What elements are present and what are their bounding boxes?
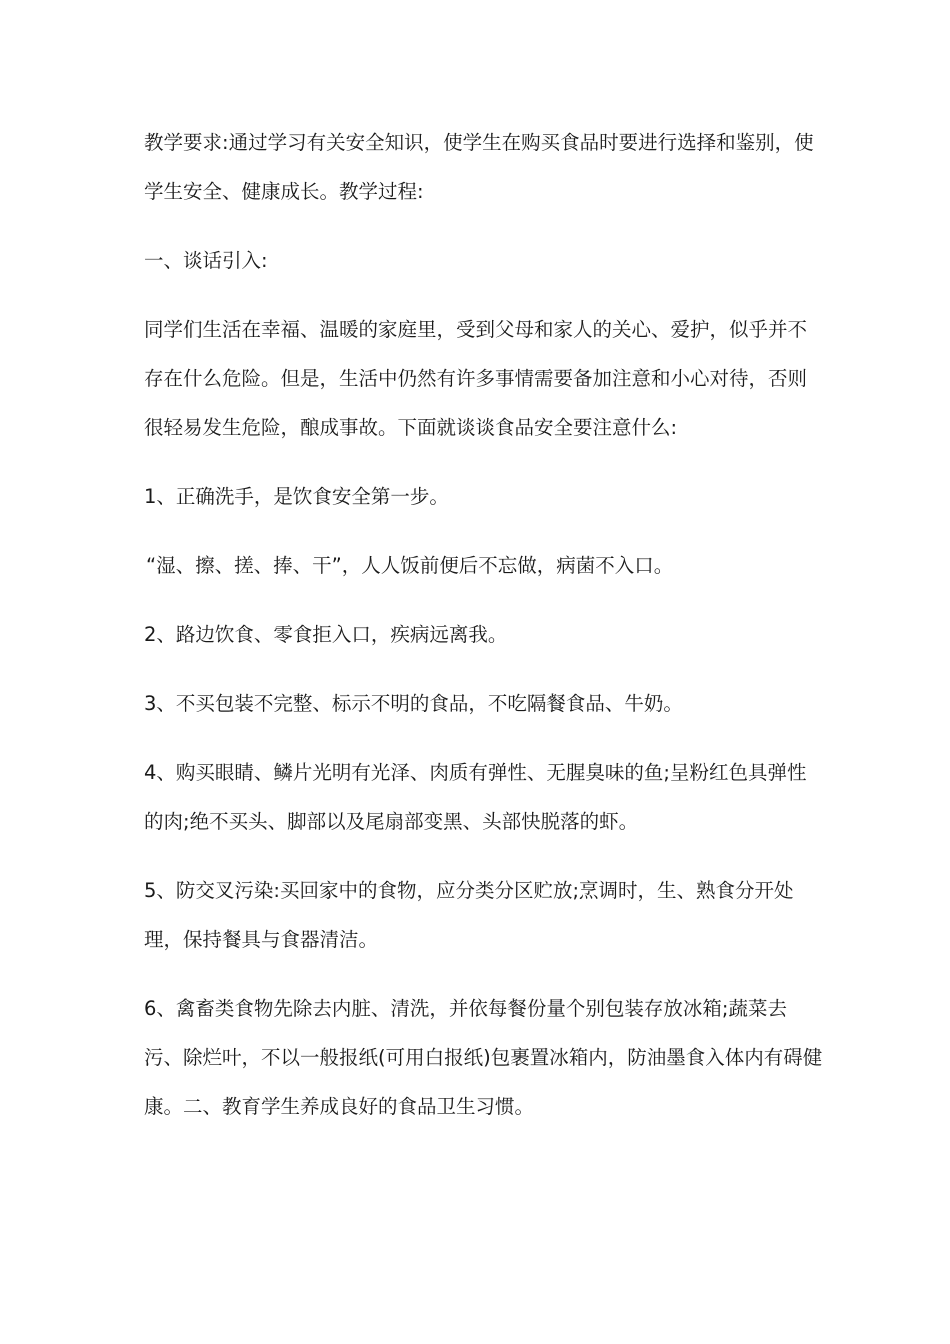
list-item-5: 5、防交叉污染:买回家中的食物，应分类分区贮放;烹调时，生、熟食分开处理，保持餐具与食器清洁。 (144, 879, 794, 951)
section-heading-introduction: 一、谈话引入: (144, 249, 268, 272)
list-item-1: 1、正确洗手，是饮食安全第一步。 (144, 485, 449, 508)
list-item-2: 2、路边饮食、零食拒入口，疾病远离我。 (144, 623, 508, 646)
teaching-requirements-paragraph: 教学要求:通过学习有关安全知识，使学生在购买食品时要进行选择和鉴别，使学生安全、健康成长。教学过程: (144, 131, 814, 203)
list-item-4: 4、购买眼睛、鳞片光明有光泽、肉质有弹性、无腥臭味的鱼;呈粉红色具弹性的肉;绝不买头、脚部以及尾扇部变黑、头部快脱落的虾。 (144, 761, 807, 833)
intro-paragraph: 同学们生活在幸福、温暖的家庭里，受到父母和家人的关心、爱护，似乎并不存在什么危险。但是，生活中仍然有许多事情需要备加注意和小心对待，否则很轻易发生危险，酿成事故。下面就谈谈食品安全要注意什么: (144, 318, 808, 439)
list-item-3: 3、不买包装不完整、标示不明的食品，不吃隔餐食品、牛奶。 (144, 692, 683, 715)
handwashing-quote: “湿、擦、搓、捧、干”，人人饭前便后不忘做，病菌不入口。 (146, 554, 674, 577)
document-body (144, 118, 824, 1151)
list-item-6: 6、禽畜类食物先除去内脏、清洗，并依每餐份量个别包装存放冰箱;蔬菜去污、除烂叶，不以一般报纸(可用白报纸)包裹置冰箱内，防油墨食入体内有碍健康。二、教育学生养成良好的食品卫生习惯。 (144, 997, 823, 1118)
